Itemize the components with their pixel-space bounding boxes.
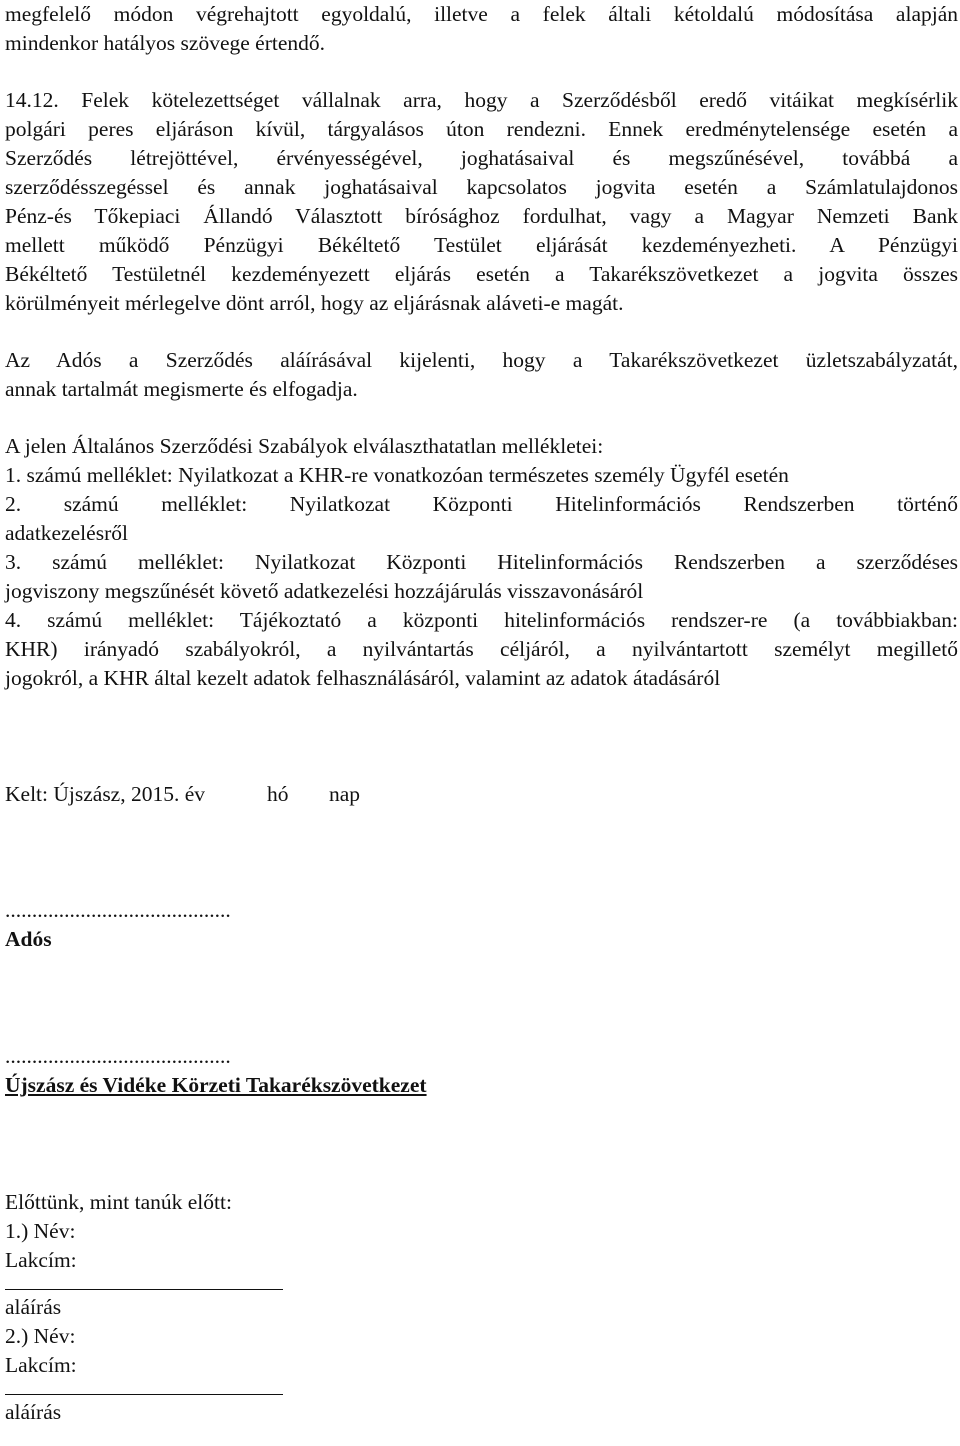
paragraph-line: körülményeit mérlegelve dönt arról, hogy az eljárásnak aláveti-e magát.: [5, 291, 624, 315]
witness-signature-label: aláírás: [5, 1400, 62, 1424]
annex-item-continuation: adatkezelésről: [5, 521, 128, 545]
witness-intro: Előttünk, mint tanúk előtt:: [5, 1190, 232, 1214]
annex-item: 3. számú melléklet: Nyilatkozat Központi Hitelinformációs Rendszerben a szerződéses: [5, 550, 958, 574]
witness-address-label: Lakcím:: [5, 1353, 77, 1377]
annex-item: 1. számú melléklet: Nyilatkozat a KHR-re vonatkozóan természetes személy Ügyfél esetén: [5, 463, 789, 487]
debtor-label: Adós: [5, 927, 52, 951]
paragraph-line: 14.12. Felek kötelezettséget vállalnak arra, hogy a Szerződésből eredő vitáikat megkísérlik: [5, 88, 958, 112]
paragraph-line: annak tartalmát megismerte és elfogadja.: [5, 377, 358, 401]
witness-address-label: Lakcím:: [5, 1248, 77, 1272]
paragraph-line: Szerződés létrejöttével, érvényességével, joghatásaival és megszűnésével, továbbá a: [5, 146, 958, 170]
paragraph-line: polgári peres eljáráson kívül, tárgyalásos úton rendezni. Ennek eredménytelensége esetén a: [5, 117, 958, 141]
date-day-label: nap: [329, 782, 361, 806]
paragraph-line: Az Adós a Szerződés aláírásával kijelenti, hogy a Takarékszövetkezet üzletszabályzatát,: [5, 348, 958, 372]
document-page: [5, 0, 958, 1427]
signature-dots: ..........................................: [5, 898, 231, 922]
annex-item-continuation: jogviszony megszűnését követő adatkezelési hozzájárulás visszavonásáról: [5, 579, 644, 603]
paragraph-line: megfelelő módon végrehajtott egyoldalú, illetve a felek általi kétoldalú módosítása alapján: [5, 2, 958, 26]
annex-item: 4. számú melléklet: Tájékoztató a központi hitelinformációs rendszer-re (a továbbiakban:: [5, 608, 958, 632]
signature-rule: [5, 1394, 283, 1395]
signature-rule: [5, 1289, 283, 1290]
witness-name-label: 1.) Név:: [5, 1219, 76, 1243]
paragraph-line: mindenkor hatályos szövege értendő.: [5, 31, 326, 55]
annex-item-continuation: jogokról, a KHR által kezelt adatok felhasználásáról, valamint az adatok átadásáról: [5, 666, 721, 690]
paragraph-line: mellett működő Pénzügyi Békéltető Testület eljárását kezdeményezheti. A Pénzügyi: [5, 233, 958, 257]
annex-intro: A jelen Általános Szerződési Szabályok elválaszthatatlan mellékletei:: [5, 434, 604, 458]
date-month-label: hó: [267, 782, 289, 806]
annex-item: 2. számú melléklet: Nyilatkozat Központi Hitelinformációs Rendszerben történő: [5, 492, 958, 516]
date-line: [5, 780, 958, 809]
paragraph-line: Pénz-és Tőkepiaci Állandó Választott bírósághoz fordulhat, vagy a Magyar Nemzeti Bank: [5, 204, 958, 228]
witness-signature-label: aláírás: [5, 1295, 62, 1319]
signature-dots: ..........................................: [5, 1044, 231, 1068]
witness-name-label: 2.) Név:: [5, 1324, 76, 1348]
annex-item-continuation: KHR) irányadó szabályokról, a nyilvántartás céljáról, a nyilvántartott személyt megillető: [5, 637, 958, 661]
date-prefix: Kelt: Újszász, 2015. év: [5, 782, 206, 806]
paragraph-line: Békéltető Testületnél kezdeményezett eljárás esetén a Takarékszövetkezet a jogvita összes: [5, 262, 958, 286]
paragraph-line: szerződésszegéssel és annak joghatásaival kapcsolatos jogvita esetén a Számlatulajdonos: [5, 175, 958, 199]
bank-name: Újszász és Vidéke Körzeti Takarékszövetkezet: [5, 1073, 427, 1097]
